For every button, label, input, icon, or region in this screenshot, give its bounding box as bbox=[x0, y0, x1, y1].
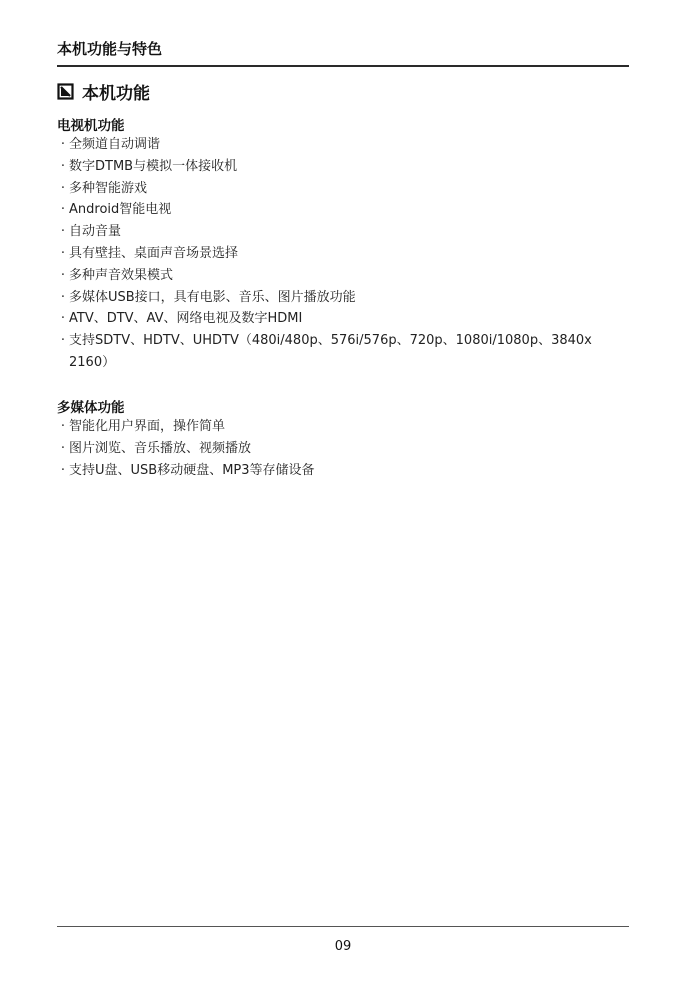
bullet: · bbox=[60, 311, 66, 327]
bullet: · bbox=[60, 440, 66, 456]
bullet: · bbox=[60, 202, 66, 218]
checkbox-slash-icon bbox=[57, 83, 74, 100]
section-title bbox=[57, 79, 150, 104]
tv-features-heading: 电视机功能 bbox=[57, 118, 125, 134]
bullet: · bbox=[60, 224, 66, 240]
bullet: · bbox=[60, 289, 66, 305]
page-number: 09 bbox=[334, 939, 352, 954]
section-title-text: 本机功能 bbox=[82, 84, 150, 104]
media-features-list bbox=[57, 416, 617, 481]
list-item: · 全频道自动调谐 bbox=[57, 134, 617, 156]
list-item: · 智能化用户界面，操作简单 bbox=[57, 416, 617, 438]
list-item: · 多种智能游戏 bbox=[57, 178, 617, 200]
list-item: · 自动音量 bbox=[57, 221, 617, 243]
footer-divider bbox=[57, 926, 629, 927]
bullet: · bbox=[60, 462, 66, 478]
list-item: · 多种声音效果模式 bbox=[57, 265, 617, 287]
bullet: · bbox=[60, 245, 66, 261]
list-item: · Android智能电视 bbox=[57, 199, 617, 221]
page-header-title: 本机功能与特色 bbox=[57, 40, 163, 58]
bullet: · bbox=[60, 158, 66, 174]
bullet: · bbox=[60, 419, 66, 434]
list-item: · ATV、DTV、AV、网络电视及数字HDMI bbox=[57, 308, 617, 330]
bullet: · bbox=[60, 267, 66, 283]
list-item: · 支持SDTV、HDTV、UHDTV（480i/480p、576i/576p、720p、1080i/1080p、3840x 2160） bbox=[57, 330, 617, 374]
list-item: · 数字DTMB与模拟一体接收机 bbox=[57, 156, 617, 178]
bullet: · bbox=[60, 180, 66, 196]
media-features-heading: 多媒体功能 bbox=[57, 400, 125, 416]
list-item: · 具有壁挂、桌面声音场景选择 bbox=[57, 243, 617, 265]
list-item: · 支持U盘、USB移动硬盘、MP3等存储设备 bbox=[57, 460, 617, 482]
list-item: · 多媒体USB接口，具有电影、音乐、图片播放功能 bbox=[57, 287, 617, 309]
tv-features-list bbox=[57, 134, 617, 374]
bullet: · bbox=[60, 333, 66, 349]
list-item: · 图片浏览、音乐播放、视频播放 bbox=[57, 438, 617, 460]
bullet: · bbox=[60, 137, 66, 152]
header-divider bbox=[57, 65, 629, 67]
